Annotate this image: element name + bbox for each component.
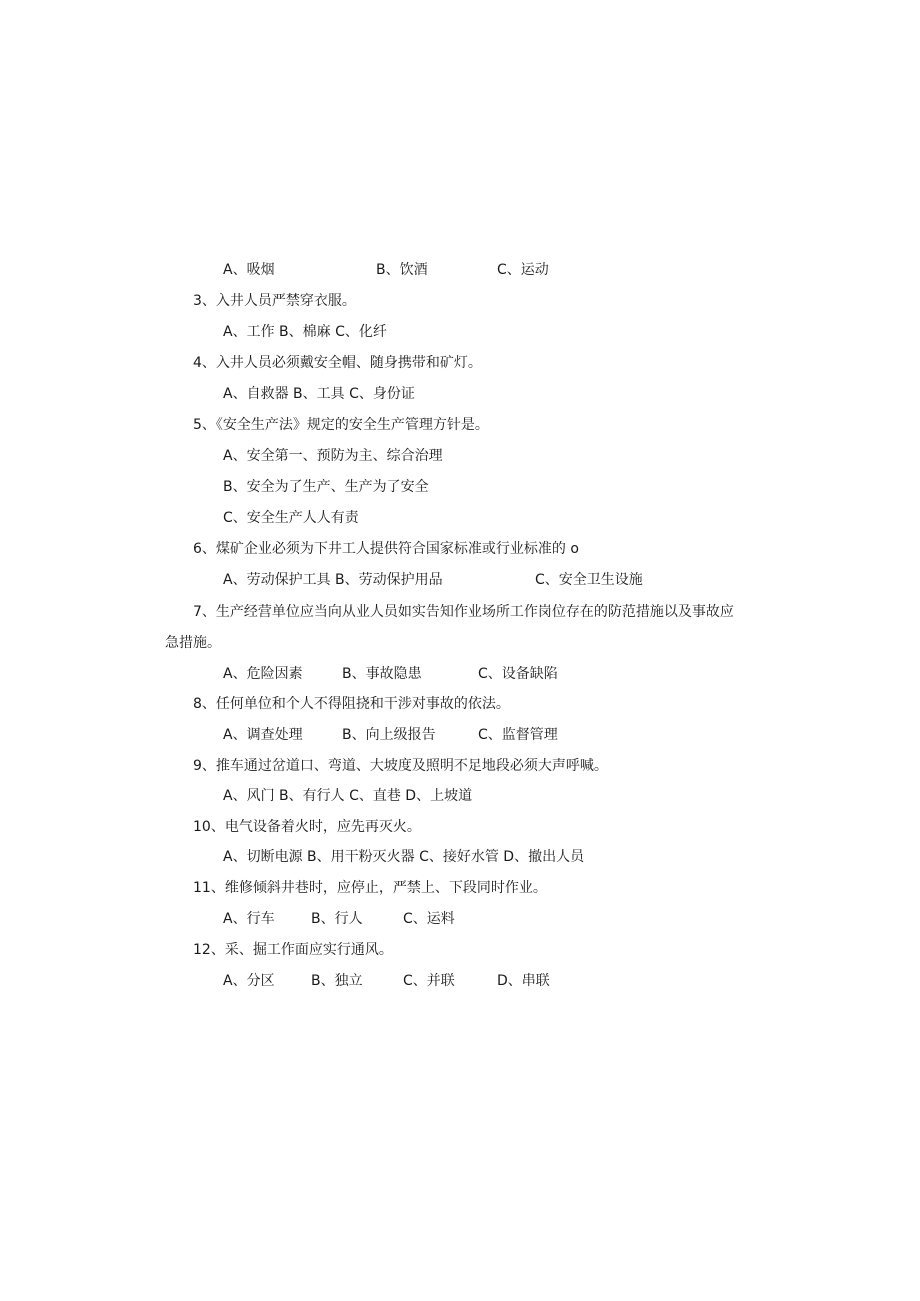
question-6: 6、煤矿企业必须为下井工人提供符合国家标准或行业标准的 o	[193, 541, 579, 557]
option-c: C、安全卫生设施	[535, 572, 643, 588]
question-7: 7、生产经营单位应当向从业人员如实告知作业场所工作岗位存在的防范措施以及事故应	[193, 604, 734, 620]
option-a: A、安全第一、预防为主、综合治理	[223, 448, 443, 464]
option-d: D、串联	[497, 973, 550, 989]
option-c: C、并联	[403, 973, 455, 989]
question-7-continuation: 急措施。	[165, 635, 221, 651]
option-a: A、分区	[223, 973, 275, 989]
option-b: B、行人	[311, 911, 363, 927]
option-c: C、设备缺陷	[478, 666, 558, 682]
option-a: A、危险因素	[223, 666, 303, 682]
question-9: 9、推车通过岔道口、弯道、大坡度及照明不足地段必须大声呼喊。	[193, 758, 608, 774]
question-8: 8、任何单位和个人不得阻挠和干涉对事故的依法。	[193, 696, 510, 712]
option-a: A、调查处理	[223, 727, 303, 743]
option-b: B、事故隐患	[342, 666, 422, 682]
option-c: C、运料	[403, 911, 455, 927]
option-ab: A、劳动保护工具 B、劳动保护用品	[223, 572, 443, 588]
option-b: B、饮酒	[376, 262, 428, 278]
question-10: 10、电气设备着火时，应先再灭火。	[193, 819, 421, 835]
question-5: 5、《安全生产法》规定的安全生产管理方针是。	[193, 417, 489, 433]
question-11: 11、维修倾斜井巷时，应停止，严禁上、下段同时作业。	[193, 880, 547, 896]
option-b: B、独立	[311, 973, 363, 989]
question-4: 4、入井人员必须戴安全帽、随身携带和矿灯。	[193, 355, 482, 371]
option-line: A、自救器 B、工具 C、身份证	[223, 386, 415, 402]
option-c: C、运动	[497, 262, 549, 278]
option-a: A、行车	[223, 911, 275, 927]
question-12: 12、采、掘工作面应实行通风。	[193, 942, 393, 958]
option-b: B、安全为了生产、生产为了安全	[223, 479, 429, 495]
option-b: B、向上级报告	[342, 727, 436, 743]
option-a: A、吸烟	[223, 262, 275, 278]
question-3: 3、入井人员严禁穿衣服。	[193, 293, 356, 309]
option-c: C、监督管理	[478, 727, 558, 743]
option-line: A、工作 B、棉麻 C、化纤	[223, 324, 387, 340]
option-c: C、安全生产人人有责	[223, 510, 359, 526]
option-line: A、风门 B、有行人 C、直巷 D、上坡道	[223, 788, 473, 804]
option-line: A、切断电源 B、用干粉灭火器 C、接好水管 D、撤出人员	[223, 849, 585, 865]
